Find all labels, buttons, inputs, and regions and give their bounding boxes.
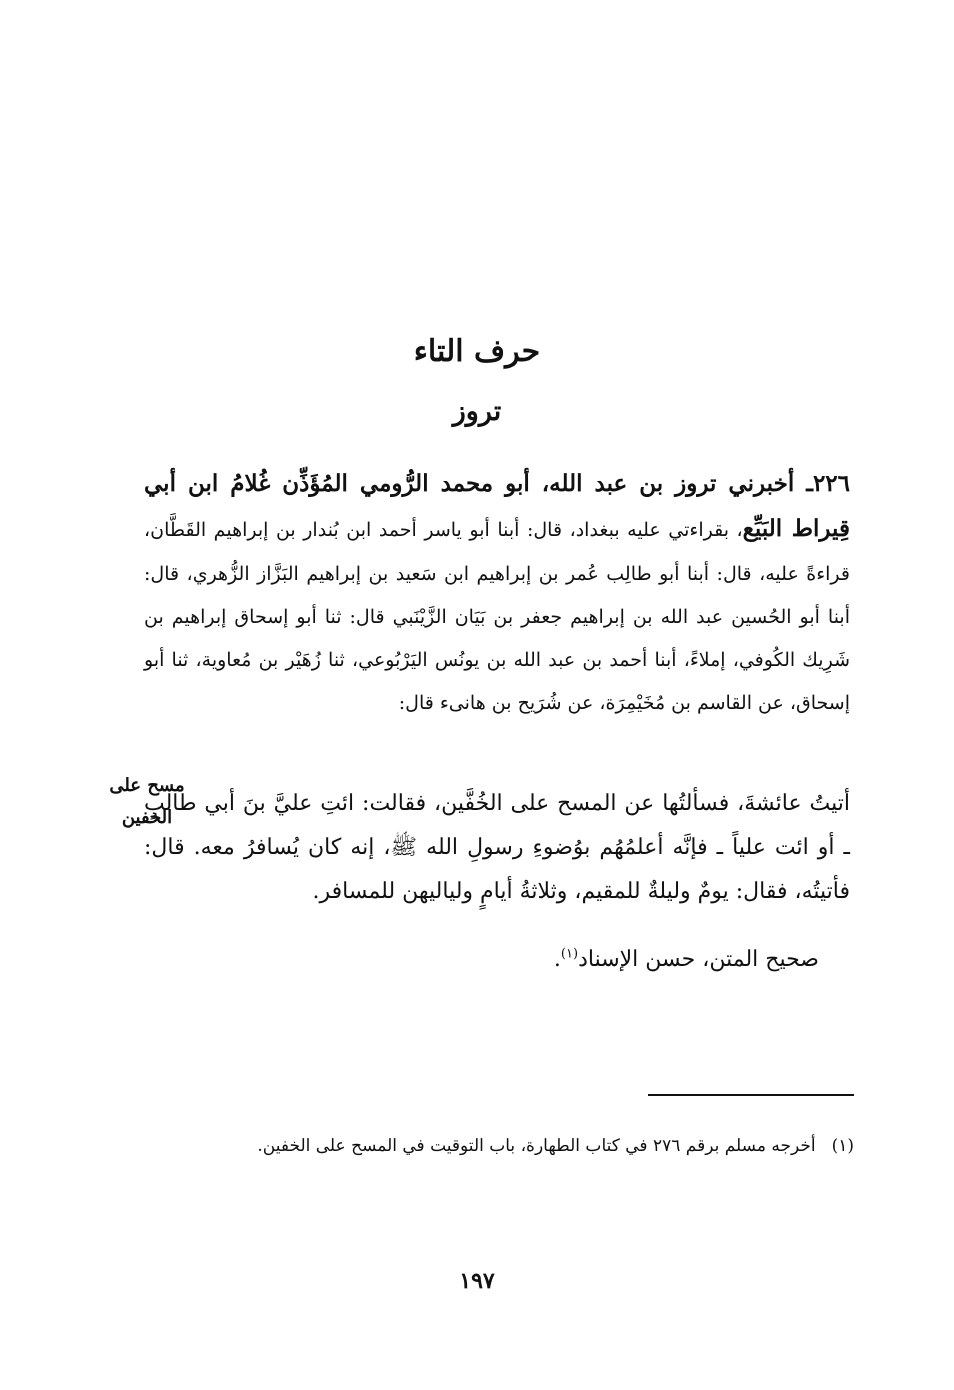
chapter-title: حرف التاء (413, 334, 541, 369)
hadith-isnad (144, 462, 850, 726)
footnote-text: أخرجه مسلم برقم ٢٧٦ في كتاب الطهارة، باب التوقيت في المسح على الخفين. (257, 1136, 816, 1156)
footnote-reference: (١) (560, 946, 579, 962)
footnote (242, 1130, 854, 1162)
isnad-text: ، بقراءتي عليه ببغداد، قال: أبنا أبو ياسر أحمد ابن بُندار بن إبراهيم القَطَّان، قراءةً عليه، قال: أبنا أبو طالِب عُمر بن إبراهيم ابن سَعيد بن إبراهيم البَزَّاز الزُّهري، قال: أبنا أبو الحُسين عبد الله بن إبراهيم جعفر بن بَيَان الزَّيْنَبي قال: ثنا أبو إسحاق إبراهيم بن شَرِيك الكُوفي، إملاءً، أبنا أحمد بن عبد الله بن يونُس اليَرْبُوعي، ثنا زُهَيْر بن مُعاوية، ثنا أبو إسحاق، عن القاسم بن مُخَيْمِرَة، عن شُرَيح بن هانىء قال: (144, 519, 850, 715)
margin-note-line-1: مسح على (109, 775, 185, 796)
page-number: ١٩٧ (459, 1268, 495, 1294)
hadith-matn: أتيتُ عائشةَ، فسألتُها عن المسح على الخُفَّين، فقالت: ائتِ عليَّ بنَ أبي طالبٍ ـ أو ائت علياً ـ فإنَّه أعلمُهُم بوُضوءِ رسولِ الله ﷺ، إنه كان يُسافرُ معه. قال: فأتيتُه، فقال: يومٌ وليلةٌ للمقيم، وثلاثةُ أيامٍ ولياليهن للمسافر. (144, 791, 850, 904)
margin-note-line-2: الخفين (121, 807, 173, 828)
footnote-mark: (١) (831, 1136, 854, 1156)
hadith-lead: ٢٢٦ـ أخبرني تروز بن عبد الله، أبو محمد الرُّومي المُؤَذِّن غُلامُ ابن أبي قِيراط البَيِّع (144, 470, 850, 543)
hadith-grading (149, 938, 819, 982)
footnote-separator (648, 1094, 854, 1096)
grading-end: . (553, 947, 561, 972)
grading-text: صحيح المتن، حسن الإسناد (578, 947, 819, 972)
entry-name: تروز (452, 396, 502, 427)
margin-note (92, 770, 202, 834)
